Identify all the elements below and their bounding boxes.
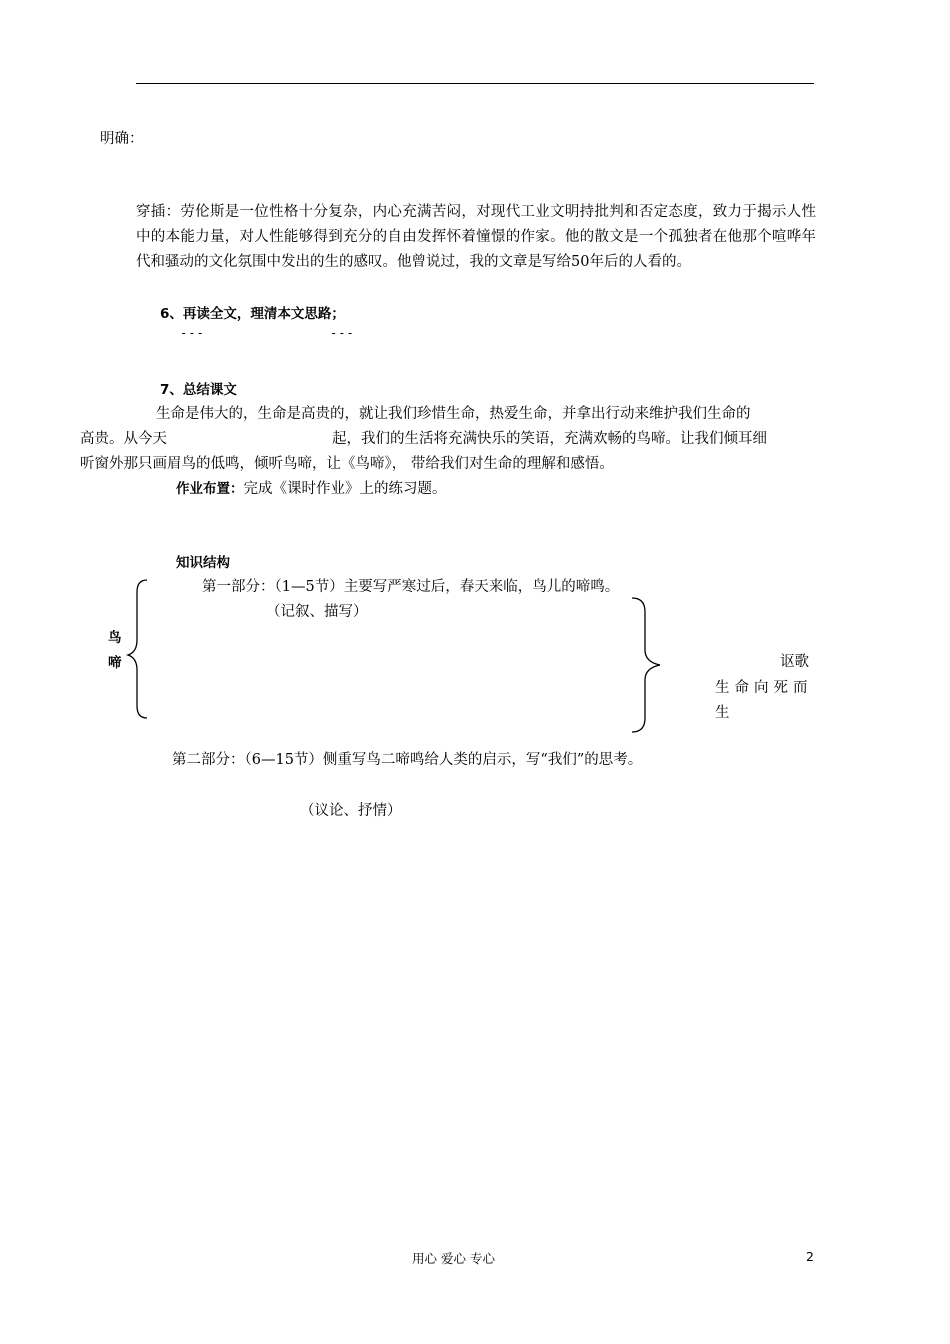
- left-label-1: 鸟: [108, 630, 122, 646]
- left-label-2: 啼: [108, 655, 122, 671]
- insertion-paragraph: 穿插：劳伦斯是一位性格十分复杂，内心充满苦闷，对现代工业文明持批判和否定态度，致力于揭示人性中的本能力量，对人性能够得到充分的自由发挥怀着憧憬的作家。他的散文是一个孤独者在他那个喧哗年代和骚动的文化氛围中发出的生的感叹。他曾说过，我的文章是写给50年后的人看的。: [136, 204, 816, 270]
- right-label-1: 讴歌: [780, 654, 809, 670]
- right-label-2: 生命向死而: [715, 680, 813, 696]
- step7-heading: 7、总结课文: [160, 382, 237, 398]
- answer-label: 明确：: [100, 131, 144, 147]
- structure-title: 知识结构: [176, 555, 230, 571]
- step6-heading: 6、再读全文，理清本文思路；: [160, 306, 345, 322]
- footer-motto: 用心 爱心 专心: [412, 1251, 495, 1266]
- left-brace-icon: [128, 580, 147, 718]
- part2-text: 第二部分：（6—15节）侧重写鸟二啼鸣给人类的启示，写“我们”的思考。: [172, 752, 643, 768]
- homework-label: 作业布置：: [176, 481, 244, 497]
- summary-line-2a: 高贵。从今天: [80, 431, 167, 447]
- part1-text: 第一部分：（1—5节）主要写严寒过后，春天来临，鸟儿的啼鸣。: [202, 579, 620, 595]
- right-label-3: 生: [715, 705, 730, 721]
- right-brace-icon: [632, 598, 660, 732]
- page-number: 2: [806, 1249, 814, 1264]
- homework-text: 完成《课时作业》上的练习题。: [243, 481, 447, 497]
- summary-line-1: 生命是伟大的，生命是高贵的，就让我们珍惜生命，热爱生命，并拿出行动来维护我们生命的: [156, 406, 751, 422]
- step6-blank-2: ---: [330, 326, 355, 340]
- summary-line-3: 听窗外那只画眉鸟的低鸣，倾听鸟啼，让《鸟啼》， 带给我们对生命的理解和感悟。: [80, 456, 614, 472]
- summary-line-2b: 起，我们的生活将充满快乐的笑语，充满欢畅的鸟啼。让我们倾耳细: [332, 431, 767, 447]
- part1-note: （记叙、描写）: [266, 604, 368, 620]
- step6-blank-1: ---: [180, 326, 205, 340]
- part2-note: （议论、抒情）: [300, 803, 402, 819]
